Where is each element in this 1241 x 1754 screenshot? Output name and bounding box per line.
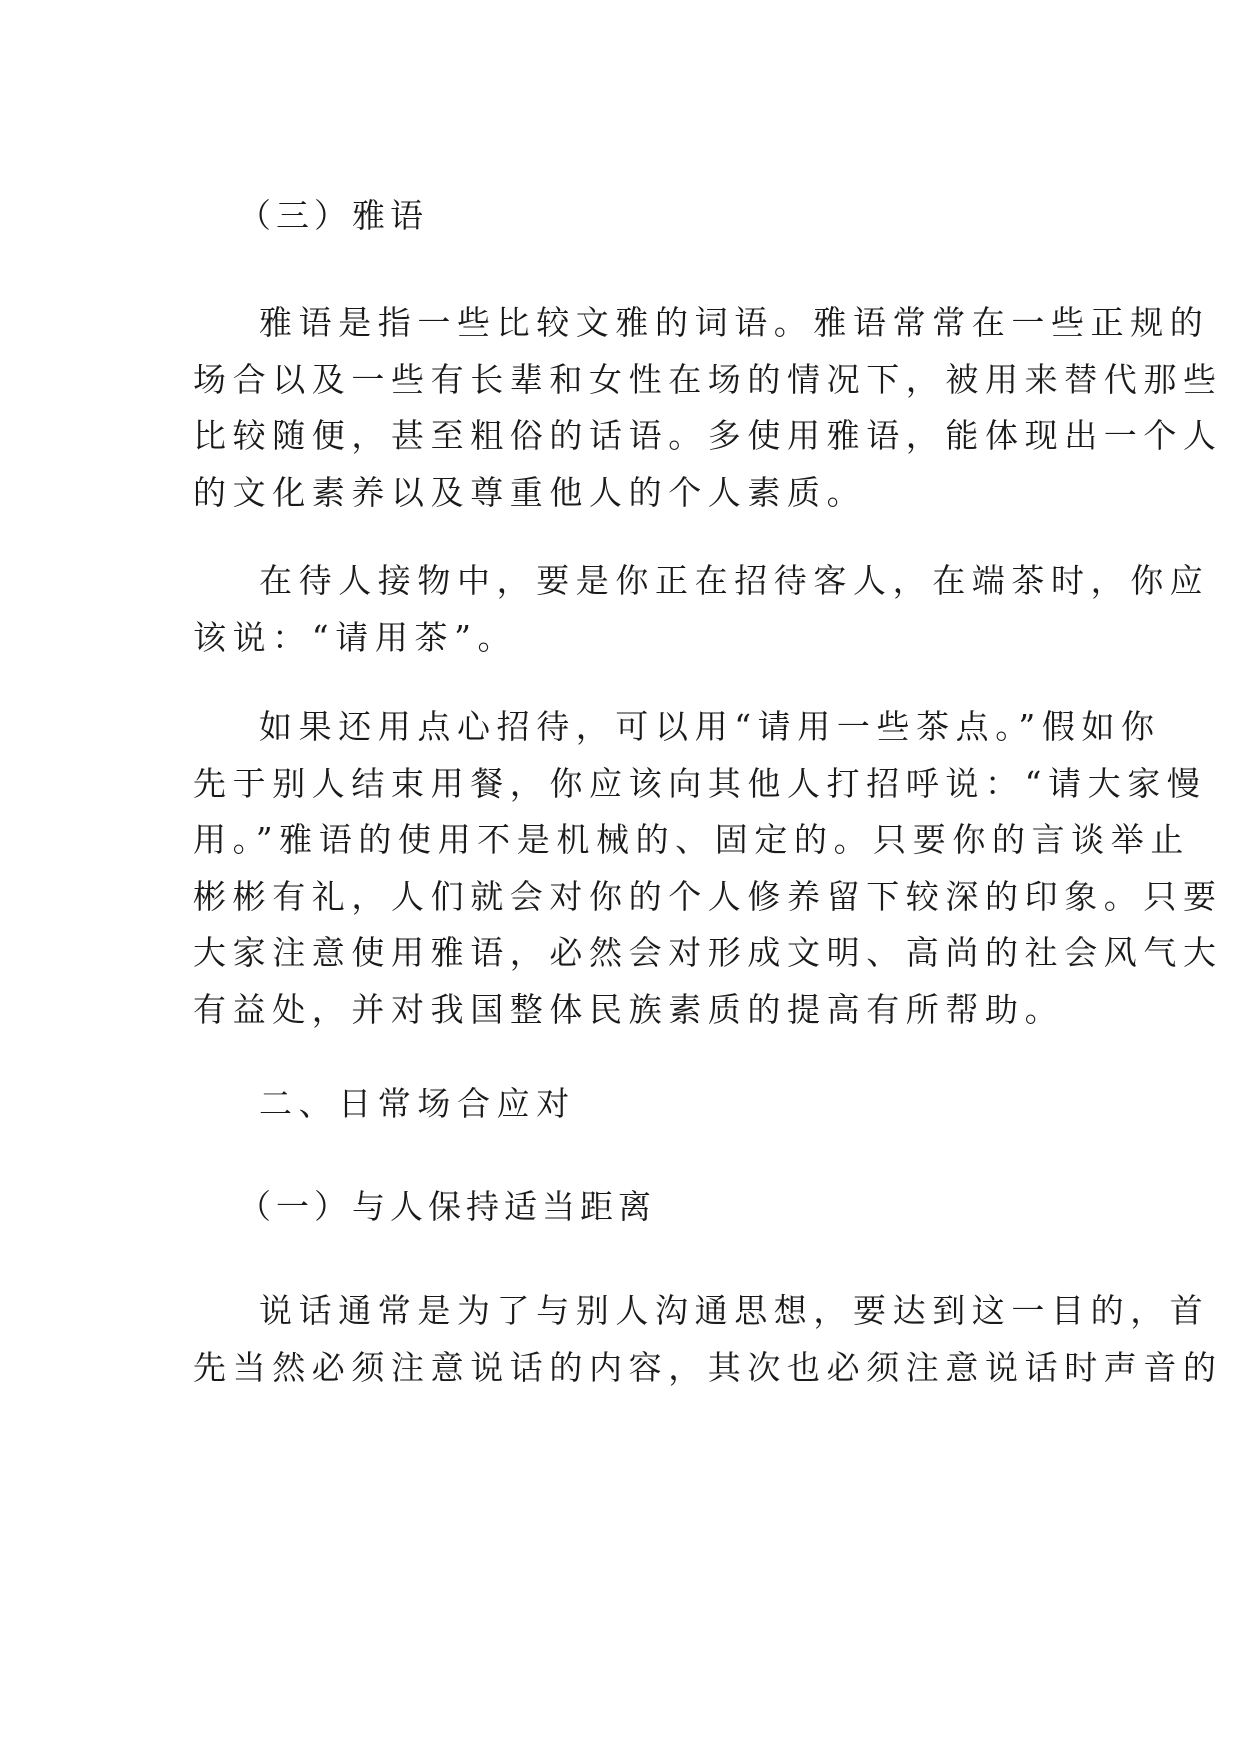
paragraph-line: 如果还用点心招待，可以用“请用一些茶点。”假如你 bbox=[259, 707, 1161, 746]
paragraph-line: 彬彬有礼，人们就会对你的个人修养留下较深的印象。只要 bbox=[193, 876, 1223, 916]
paragraph-line: 有益处，并对我国整体民族素质的提高有所帮助。 bbox=[193, 989, 1065, 1029]
paragraph-yayu-definition bbox=[193, 295, 1223, 521]
paragraph-line: 大家注意使用雅语，必然会对形成文明、高尚的社会风气大 bbox=[193, 933, 1223, 972]
section-title-text: 二、日常场合应对 bbox=[259, 1084, 576, 1123]
paragraph-line: 先于别人结束用餐，你应该向其他人打招呼说：“请大家慢 bbox=[193, 763, 1207, 803]
paragraph-line: 的文化素养以及尊重他人的个人素质。 bbox=[193, 472, 867, 512]
paragraph-communication bbox=[193, 1283, 1223, 1396]
section-title-daily-occasions bbox=[259, 1076, 1119, 1133]
paragraph-line: 在待人接物中，要是你正在招待客人，在端茶时，你应 bbox=[259, 561, 1210, 600]
paragraph-yayu-usage bbox=[193, 699, 1223, 1038]
paragraph-line: 用。”雅语的使用不是机械的、固定的。只要你的言谈举止 bbox=[193, 820, 1190, 859]
paragraph-serving-tea bbox=[193, 553, 1210, 666]
paragraph-line: 雅语是指一些比较文雅的词语。雅语常常在一些正规的 bbox=[259, 303, 1210, 342]
heading-text: （三）雅语 bbox=[238, 196, 428, 235]
paragraph-line: 该说：“请用茶”。 bbox=[193, 617, 518, 657]
paragraph-line: 先当然必须注意说话的内容，其次也必须注意说话时声音的 bbox=[193, 1347, 1223, 1387]
subheading-keep-distance bbox=[238, 1179, 1098, 1236]
paragraph-line: 说话通常是为了与别人沟通思想，要达到这一目的，首 bbox=[259, 1291, 1210, 1330]
subheading-yayu bbox=[238, 188, 1098, 245]
heading-text: （一）与人保持适当距离 bbox=[238, 1187, 656, 1226]
paragraph-line: 比较随便，甚至粗俗的话语。多使用雅语，能体现出一个人 bbox=[193, 416, 1223, 455]
paragraph-line: 场合以及一些有长辈和女性在场的情况下，被用来替代那些 bbox=[193, 359, 1223, 399]
